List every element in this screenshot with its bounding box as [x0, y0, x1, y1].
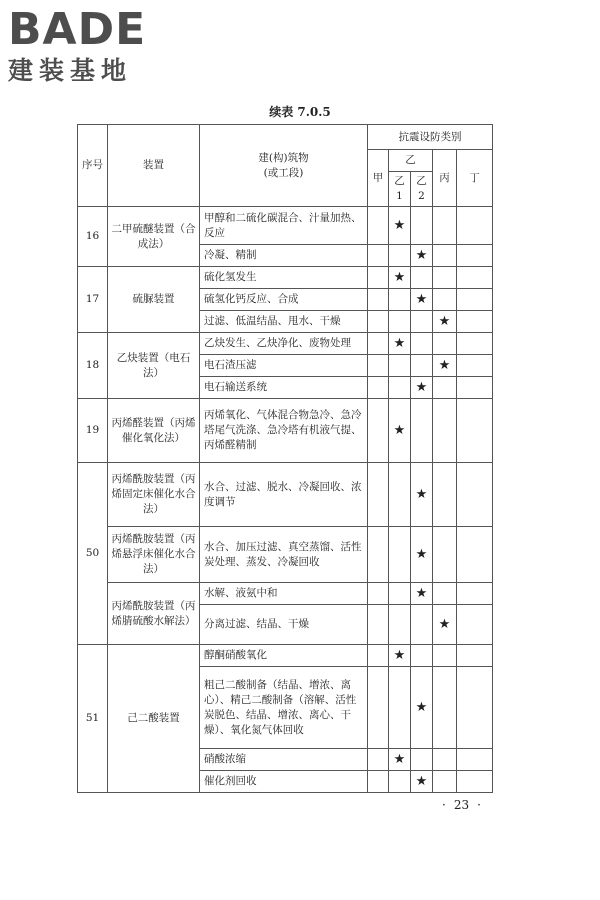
- star-mark: ★: [433, 605, 457, 645]
- row17-device: 硫脲装置: [108, 267, 200, 333]
- row51-building-2: 粗己二酸制备（结晶、增浓、离心）、精己二酸制备（溶解、活性炭脱色、结晶、增浓、离心、干燥）、氧化氮气体回收: [200, 667, 368, 749]
- row50-device-2: 丙烯酰胺装置（丙烯悬浮床催化水合法）: [108, 527, 200, 583]
- row16-num: 16: [78, 207, 108, 267]
- seismic-category-table: [77, 124, 493, 793]
- logo-subtitle: 建装基地: [8, 56, 133, 85]
- row16-building-1: 甲醇和二硫化碳混合、汁量加热、反应: [200, 207, 368, 245]
- row50-building-1: 水合、过滤、脱水、冷凝回收、浓度调节: [200, 463, 368, 527]
- header-building: [200, 125, 368, 207]
- page-dot-right: ·: [477, 798, 481, 812]
- header-num: 序号: [78, 125, 108, 207]
- header-cat-jia: 甲: [368, 150, 389, 207]
- header-cat-ding: 丁: [457, 150, 493, 207]
- star-mark: ★: [389, 749, 411, 771]
- logo: [8, 6, 178, 86]
- header-cat-yi1: 乙1: [389, 172, 411, 207]
- star-mark: ★: [411, 377, 433, 399]
- row19-num: 19: [78, 399, 108, 463]
- row50-building-3: 水解、液氨中和: [200, 583, 368, 605]
- star-mark: ★: [411, 289, 433, 311]
- header-building-line2: (或工段): [263, 166, 304, 179]
- header-cat-bing: 丙: [433, 150, 457, 207]
- star-mark: ★: [411, 527, 433, 583]
- row51-device: 己二酸装置: [108, 645, 200, 793]
- row18-building-3: 电石输送系统: [200, 377, 368, 399]
- star-mark: ★: [411, 463, 433, 527]
- row19-building-1: 丙烯氧化、气体混合物急冷、急冷塔尾气洗涤、急冷塔有机液气提、丙烯醛精制: [200, 399, 368, 463]
- row19-device: 丙烯醛装置（丙烯催化氧化法）: [108, 399, 200, 463]
- star-mark: ★: [389, 399, 411, 463]
- header-category: 抗震设防类别: [368, 125, 493, 150]
- star-mark: ★: [389, 333, 411, 355]
- row17-num: 17: [78, 267, 108, 333]
- table-caption: 续表 7.0.5: [269, 105, 331, 119]
- row16-building-2: 冷凝、精制: [200, 245, 368, 267]
- row51-num: 51: [78, 645, 108, 793]
- row50-building-2: 水合、加压过滤、真空蒸馏、活性炭处理、蒸发、冷凝回收: [200, 527, 368, 583]
- row50-building-4: 分离过滤、结晶、干燥: [200, 605, 368, 645]
- page-number-value: 23: [453, 798, 470, 812]
- row18-building-2: 电石渣压滤: [200, 355, 368, 377]
- row50-device-3: 丙烯酰胺装置（丙烯腈硫酸水解法）: [108, 583, 200, 645]
- header-building-line1: 建(构)筑物: [258, 151, 309, 164]
- row51-building-4: 催化剂回收: [200, 771, 368, 793]
- star-mark: ★: [411, 245, 433, 267]
- row18-building-1: 乙炔发生、乙炔净化、废物处理: [200, 333, 368, 355]
- row51-building-3: 硝酸浓缩: [200, 749, 368, 771]
- row17-building-2: 硫氢化钙反应、合成: [200, 289, 368, 311]
- row16-device: 二甲硫醚装置（合成法）: [108, 207, 200, 267]
- logo-brand: BADE: [8, 4, 147, 55]
- header-device: 装置: [108, 125, 200, 207]
- star-mark: ★: [411, 583, 433, 605]
- star-mark: ★: [389, 267, 411, 289]
- star-mark: ★: [411, 771, 433, 793]
- row18-device: 乙炔装置（电石法）: [108, 333, 200, 399]
- header-cat-yi2: 乙2: [411, 172, 433, 207]
- row51-building-1: 醇酮硝酸氧化: [200, 645, 368, 667]
- header-cat-yi: 乙: [389, 150, 433, 172]
- row18-num: 18: [78, 333, 108, 399]
- star-mark: ★: [411, 667, 433, 749]
- star-mark: ★: [433, 311, 457, 333]
- page-number: [438, 798, 485, 812]
- row50-num: 50: [78, 463, 108, 645]
- star-mark: ★: [389, 207, 411, 245]
- row50-device-1: 丙烯酰胺装置（丙烯固定床催化水合法）: [108, 463, 200, 527]
- page-dot-left: ·: [442, 798, 446, 812]
- row17-building-1: 硫化氢发生: [200, 267, 368, 289]
- star-mark: ★: [389, 645, 411, 667]
- row17-building-3: 过滤、低温结晶、甩水、干燥: [200, 311, 368, 333]
- star-mark: ★: [433, 355, 457, 377]
